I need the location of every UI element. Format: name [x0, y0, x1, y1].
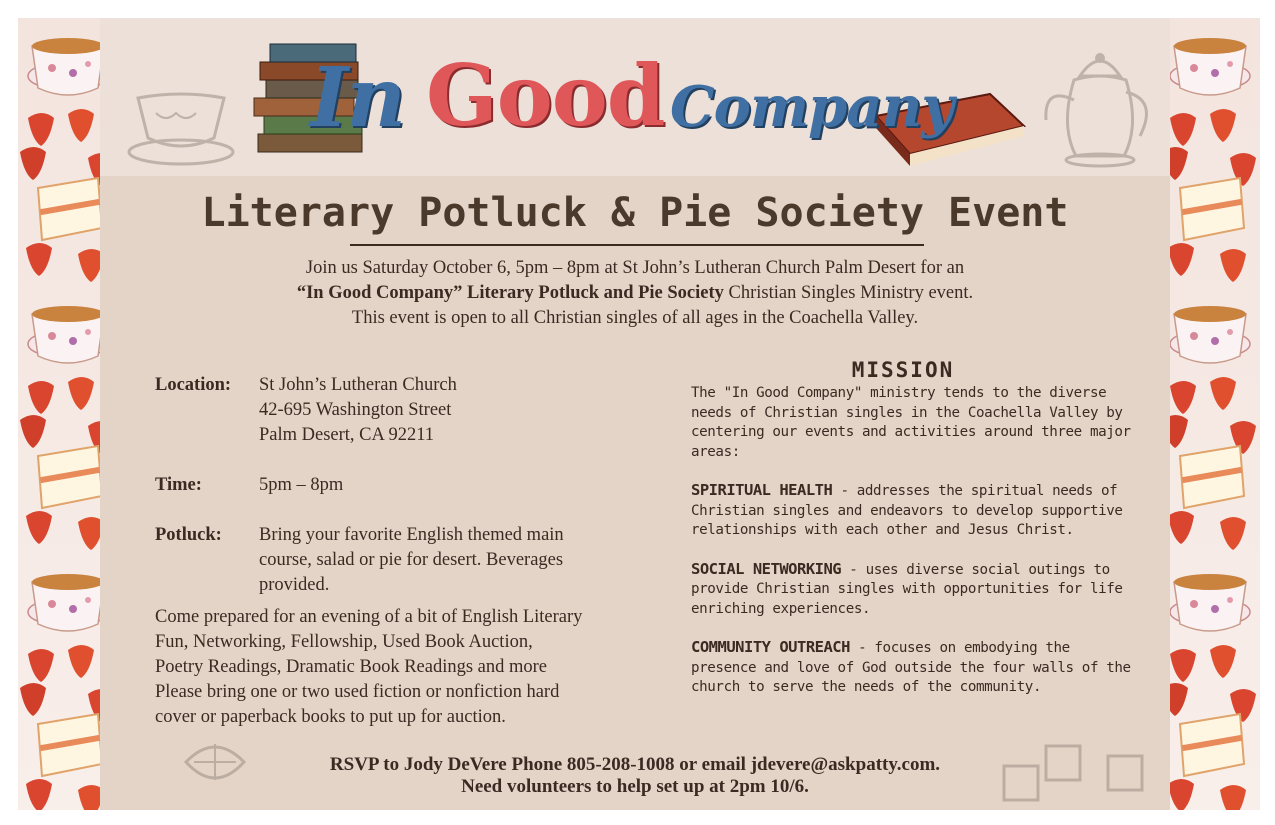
intro-line-1: Join us Saturday October 6, 5pm – 8pm at St John’s Lutheran Church Palm Desert for an	[305, 258, 965, 278]
mission-area-text: - uses diverse social outings to provide Christian singles with opportunities for life enriching experiences.	[691, 561, 1123, 617]
potluck-line: Bring your favorite English themed main	[259, 525, 564, 545]
potluck-value	[259, 523, 659, 598]
mission-area-social	[691, 560, 1131, 620]
event-intro	[100, 256, 1170, 331]
location-value	[259, 373, 659, 448]
rsvp-block	[100, 754, 1170, 798]
logo-in-text: In	[310, 50, 404, 146]
in-good-company-logo	[250, 32, 1030, 172]
closing-paragraph	[155, 605, 675, 730]
potluck-line: course, salad or pie for desert. Beverages	[259, 550, 564, 570]
location-line: St John’s Lutheran Church	[259, 375, 457, 395]
location-line: 42-695 Washington Street	[259, 400, 452, 420]
closing-line: Fun, Networking, Fellowship, Used Book Auction,	[155, 632, 533, 652]
potluck-label: Potluck:	[155, 525, 222, 545]
intro-event-name: “In Good Company” Literary Potluck and Pie Society	[296, 283, 724, 303]
mission-area-spiritual	[691, 481, 1131, 541]
mission-area-community	[691, 638, 1131, 698]
mission-area-heading: SPIRITUAL HEALTH	[691, 481, 833, 499]
closing-line: Please bring one or two used fiction or nonfiction hard	[155, 682, 560, 702]
rsvp-line-1: RSVP to Jody DeVere Phone 805-208-1008 or email jdevere@askpatty.com.	[329, 754, 941, 775]
mission-area-text: - focuses on embodying the presence and love of God outside the four walls of the church to serve the needs of the community.	[691, 640, 1131, 695]
event-flyer-card	[100, 18, 1170, 810]
mission-section	[691, 358, 1131, 717]
rsvp-line-2: Need volunteers to help set up at 2pm 10/6.	[461, 776, 809, 797]
intro-line-3: This event is open to all Christian singles of all ages in the Coachella Valley.	[351, 308, 919, 328]
teapot-icon	[1040, 36, 1160, 176]
location-label: Location:	[155, 375, 232, 395]
intro-line-2-rest: Christian Singles Ministry event.	[723, 283, 974, 303]
logo-good-text: Good	[426, 46, 665, 145]
title-underline	[350, 244, 924, 246]
right-decorative-border	[1160, 18, 1260, 810]
logo-company-text: Company	[670, 74, 953, 140]
potluck-line: provided.	[259, 575, 330, 595]
mission-intro: The "In Good Company" ministry tends to the diverse needs of Christian singles in the Coachella Valley by centering our events and activities around three major areas:	[691, 385, 1131, 460]
event-title: Literary Potluck & Pie Society Event	[201, 190, 1069, 236]
time-value: 5pm – 8pm	[259, 475, 344, 495]
teacup-icon	[126, 88, 236, 168]
teacup-strawberry-border-illustration	[1160, 18, 1260, 810]
closing-line: Come prepared for an evening of a bit of English Literary	[155, 607, 583, 627]
mission-heading: MISSION	[851, 358, 955, 382]
mission-area-heading: COMMUNITY OUTREACH	[691, 638, 850, 656]
location-line: Palm Desert, CA 92211	[259, 425, 435, 445]
closing-line: Poetry Readings, Dramatic Book Readings and more	[155, 657, 548, 677]
closing-line: cover or paperback books to put up for auction.	[155, 707, 506, 727]
intro-line-2	[100, 281, 1170, 306]
mission-area-text: - addresses the spiritual needs of Christian singles and endeavors to develop supportive relationships with each other and Jesus Christ.	[691, 483, 1123, 538]
mission-area-heading: SOCIAL NETWORKING	[691, 559, 842, 578]
time-label: Time:	[155, 475, 202, 495]
